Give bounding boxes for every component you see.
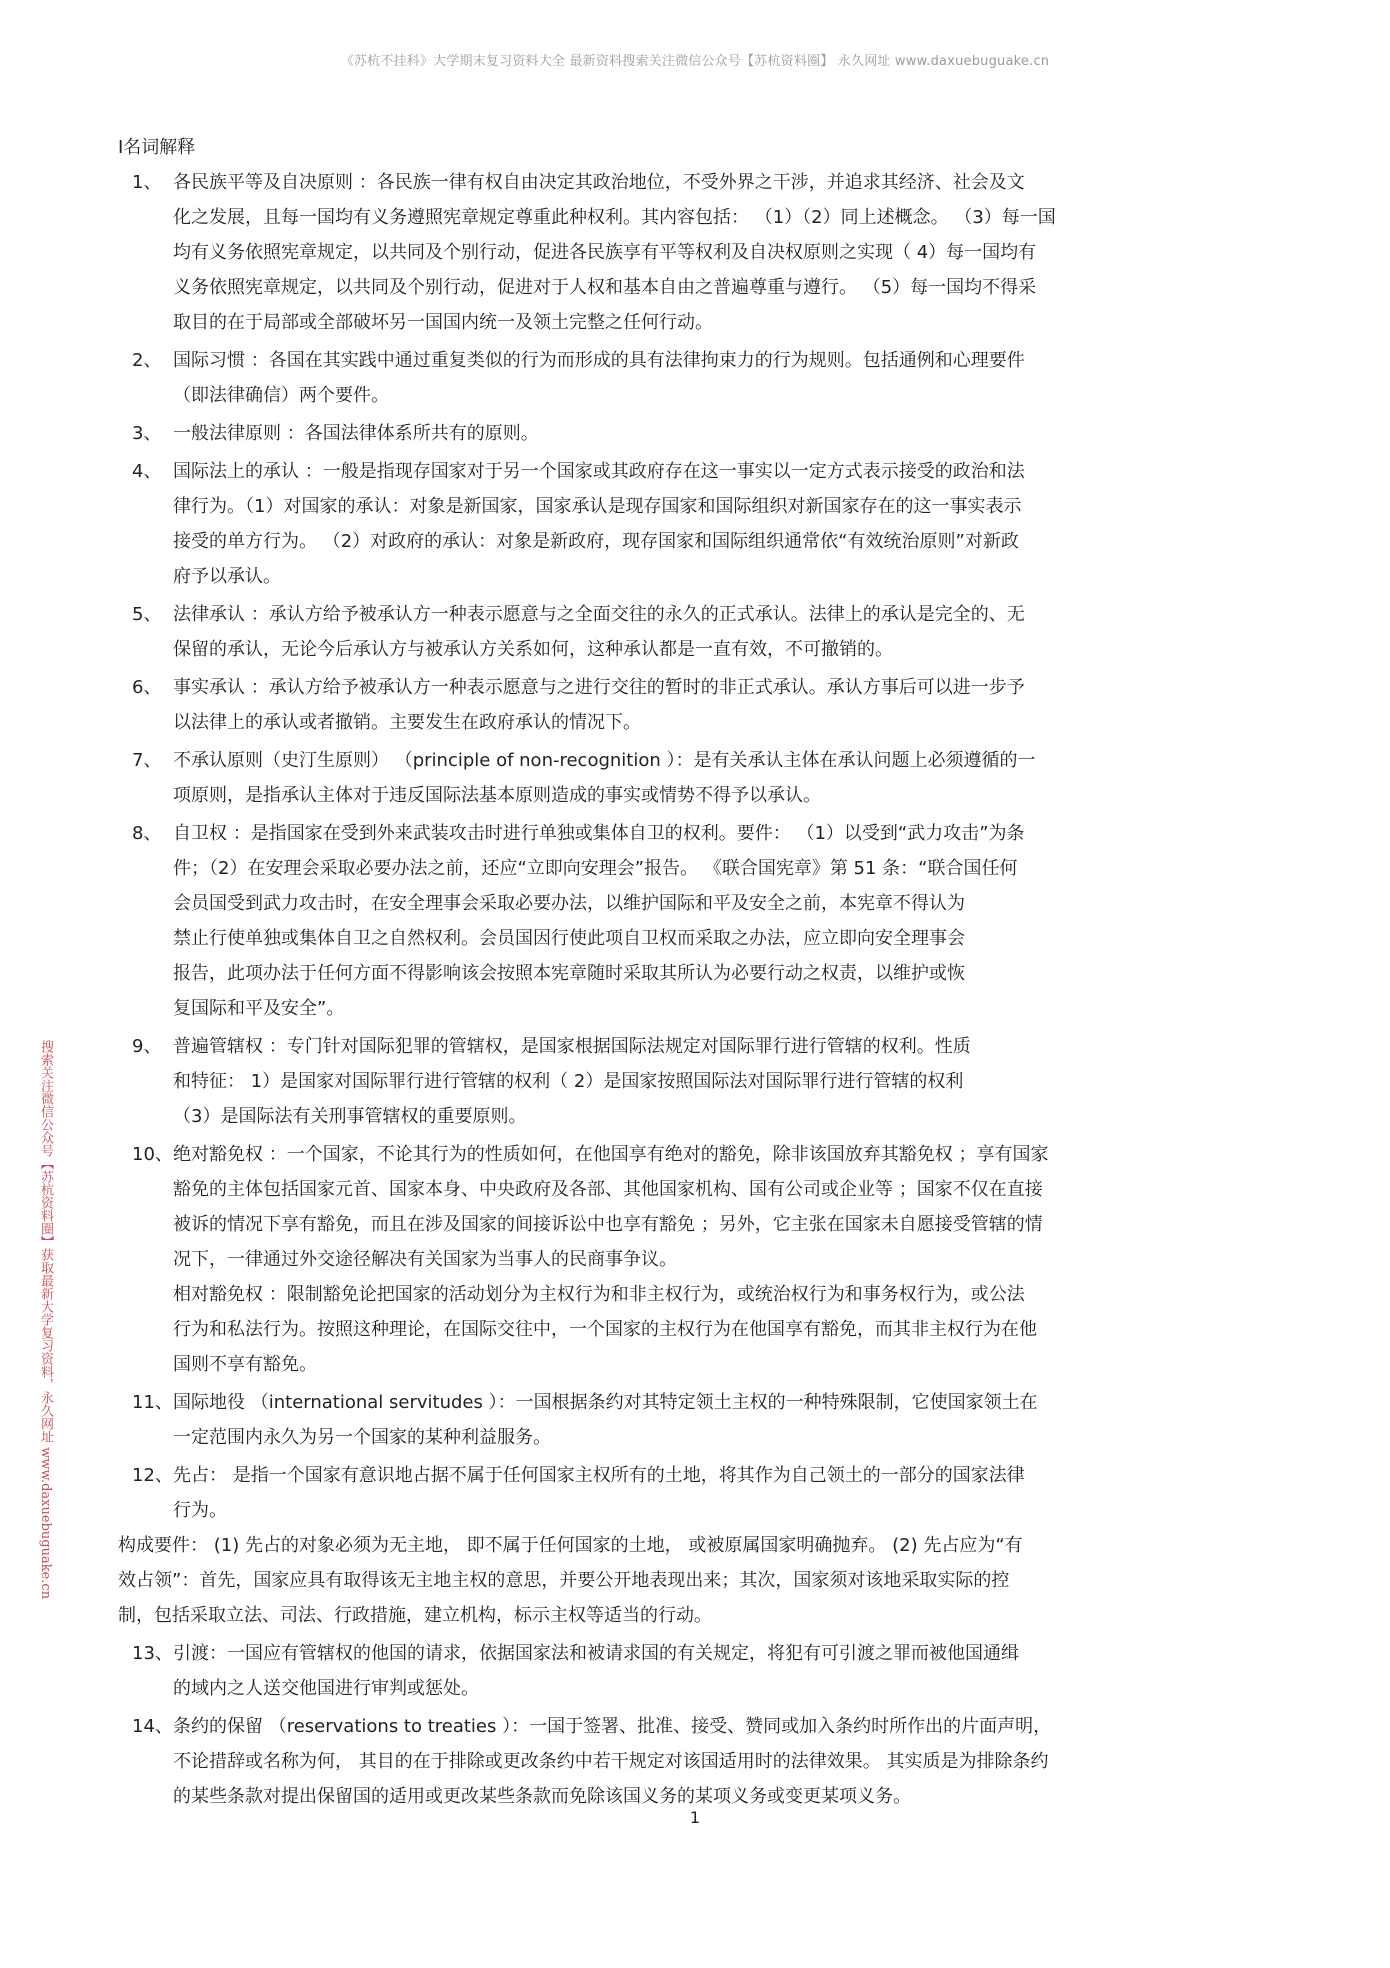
item-text-line: 自卫权 ：是指国家在受到外来武装攻击时进行单独或集体自卫的权利。要件： （1）以受到“武力攻击”为条	[173, 823, 1025, 844]
definition-item	[118, 1385, 1288, 1455]
item-text-line: 以法律上的承认或者撤销。主要发生在政府承认的情况下。	[173, 712, 641, 733]
definition-item	[118, 343, 1288, 413]
item-text-line: （3）是国际法有关刑事管辖权的重要原则。	[173, 1106, 527, 1127]
definition-item	[118, 454, 1288, 594]
item-text-line: 国则不享有豁免。	[173, 1354, 317, 1375]
item-text-line: 均有义务依照宪章规定，以共同及个别行动，促进各民族享有平等权利及自决权原则之实现（ 4）每一国均有	[173, 242, 1037, 263]
item-number: 13、	[132, 1643, 173, 1664]
item-extra-line: 构成要件： (1) 先占的对象必须为无主地， 即不属于任何国家的土地， 或被原属国家明确抛弃。 (2) 先占应为“有	[118, 1535, 1023, 1556]
definition-item	[118, 1458, 1288, 1528]
item-text-line: 行为。	[173, 1500, 227, 1521]
item-number: 8、	[132, 823, 162, 844]
item-number: 14、	[132, 1716, 173, 1737]
item-text-line: 项原则，是指承认主体对于违反国际法基本原则造成的事实或情势不得予以承认。	[173, 785, 821, 806]
section-title: Ⅰ名词解释	[118, 137, 196, 158]
item-text-line: （即法律确信）两个要件。	[173, 385, 389, 406]
definition-list	[118, 165, 1288, 1817]
definition-item	[118, 816, 1288, 1026]
item-text-line: 化之发展，且每一国均有义务遵照宪章规定尊重此种权利。其内容包括： （1）（2）同上述概念。 （3）每一国	[173, 207, 1056, 228]
item-text-line: 的域内之人送交他国进行审判或惩处。	[173, 1678, 479, 1699]
item-text-line: 接受的单方行为。 （2）对政府的承认：对象是新政府，现存国家和国际组织通常依“有效统治原则”对新政	[173, 531, 1019, 552]
item-text-line: 况下，一律通过外交途径解决有关国家为当事人的民商事争议。	[173, 1249, 677, 1270]
item-number: 2、	[132, 350, 162, 371]
item-number: 6、	[132, 677, 162, 698]
definition-item	[118, 1137, 1288, 1382]
item-text-line: 复国际和平及安全”。	[173, 998, 345, 1019]
item-number: 11、	[132, 1392, 173, 1413]
content-body	[118, 130, 1288, 1817]
item-text-line: 不论措辞或名称为何， 其目的在于排除或更改条约中若干规定对该国适用时的法律效果。 其实质是为排除条约	[173, 1751, 1049, 1772]
item-text-line: 法律承认 ：承认方给予被承认方一种表示愿意与之全面交往的永久的正式承认。法律上的承认是完全的、无	[173, 604, 1025, 625]
definition-item	[118, 743, 1288, 813]
page-header: 《苏杭不挂科》大学期末复习资料大全 最新资料搜索关注微信公众号【苏杭资料圈】 永久网址 www.daxuebuguake.cn	[340, 54, 1050, 69]
item-text-line: 取目的在于局部或全部破坏另一国国内统一及领土完整之任何行动。	[173, 312, 713, 333]
item-text-line: 行为和私法行为。按照这种理论，在国际交往中，一个国家的主权行为在他国享有豁免，而其非主权行为在他	[173, 1319, 1037, 1340]
item-text-line: 引渡：一国应有管辖权的他国的请求，依据国家法和被请求国的有关规定，将犯有可引渡之罪而被他国通缉	[173, 1643, 1019, 1664]
definition-item	[118, 597, 1288, 667]
item-text-line: 律行为。（1）对国家的承认：对象是新国家，国家承认是现存国家和国际组织对新国家存在的这一事实表示	[173, 496, 1022, 517]
item-text-line: 国际习惯 ：各国在其实践中通过重复类似的行为而形成的具有法律拘束力的行为规则。包括通例和心理要件	[173, 350, 1025, 371]
item-extra-line: 效占领”：首先，国家应具有取得该无主地主权的意思，并要公开地表现出来；其次，国家须对该地采取实际的控	[118, 1570, 1010, 1591]
item-text-line: 普遍管辖权 ：专门针对国际犯罪的管辖权，是国家根据国际法规定对国际罪行进行管辖的权利。性质	[173, 1036, 971, 1057]
item-text-line: 相对豁免权 ：限制豁免论把国家的活动划分为主权行为和非主权行为，或统治权行为和事务权行为，或公法	[173, 1284, 1025, 1305]
item-number: 3、	[132, 423, 162, 444]
definition-item	[118, 1709, 1288, 1814]
item-text-line: 一定范围内永久为另一个国家的某种利益服务。	[173, 1427, 551, 1448]
item-text-line: 豁免的主体包括国家元首、国家本身、中央政府及各部、其他国家机构、国有公司或企业等 ；国家不仅在直接	[173, 1179, 1043, 1200]
item-text-line: 不承认原则（史汀生原则） （principle of non-recognition ）：是有关承认主体在承认问题上必须遵循的一	[173, 750, 1036, 771]
page-number: 1	[689, 1808, 701, 1827]
item-number: 9、	[132, 1036, 162, 1057]
item-text-line: 禁止行使单独或集体自卫之自然权利。会员国因行使此项自卫权而采取之办法，应立即向安全理事会	[173, 928, 965, 949]
definition-item	[118, 416, 1288, 451]
item-text-line: 各民族平等及自决原则 ：各民族一律有权自由决定其政治地位，不受外界之干涉，并追求其经济、社会及文	[173, 172, 1025, 193]
item-text-line: 的某些条款对提出保留国的适用或更改某些条款而免除该国义务的某项义务或变更某项义务。	[173, 1786, 911, 1807]
item-number: 7、	[132, 750, 162, 771]
item-extra-line: 制，包括采取立法、司法、行政措施，建立机构，标示主权等适当的行动。	[118, 1605, 712, 1626]
item-number: 4、	[132, 461, 162, 482]
item-text-line: 绝对豁免权 ：一个国家，不论其行为的性质如何，在他国享有绝对的豁免，除非该国放弃其豁免权 ；享有国家	[173, 1144, 1049, 1165]
item-text-line: 保留的承认，无论今后承认方与被承认方关系如何，这种承认都是一直有效，不可撤销的。	[173, 639, 893, 660]
item-text-line: 一般法律原则 ：各国法律体系所共有的原则。	[173, 423, 539, 444]
side-watermark-text: 搜索关注微信公众号【苏杭资料圈】获取最新大学复习资料，永久网址 www.daxuebuguake.cn	[38, 1040, 53, 1600]
item-text-line: 报告，此项办法于任何方面不得影响该会按照本宪章随时采取其所认为必要行动之权责，以维护或恢	[173, 963, 965, 984]
item-text-line: 和特征： 1）是国家对国际罪行进行管辖的权利（ 2）是国家按照国际法对国际罪行进行管辖的权利	[173, 1071, 964, 1092]
definition-item	[118, 1029, 1288, 1134]
item-text-line: 会员国受到武力攻击时，在安全理事会采取必要办法，以维护国际和平及安全之前，本宪章不得认为	[173, 893, 965, 914]
item-number: 5、	[132, 604, 162, 625]
item-text-line: 条约的保留 （reservations to treaties ）：一国于签署、批准、接受、赞同或加入条约时所作出的片面声明，	[173, 1716, 1052, 1737]
item-text-line: 事实承认 ：承认方给予被承认方一种表示愿意与之进行交往的暂时的非正式承认。承认方事后可以进一步予	[173, 677, 1025, 698]
item-text-line: 国际地役 （international servitudes ）：一国根据条约对其特定领土主权的一种特殊限制，它使国家领土在	[173, 1392, 1038, 1413]
item-text-line: 义务依照宪章规定，以共同及个别行动，促进对于人权和基本自由之普遍尊重与遵行。 （5）每一国均不得采	[173, 277, 1037, 298]
item-number: 10、	[132, 1144, 173, 1165]
item-text-line: 被诉的情况下享有豁免，而且在涉及国家的间接诉讼中也享有豁免 ；另外，它主张在国家未自愿接受管辖的情	[173, 1214, 1043, 1235]
definition-item	[118, 1636, 1288, 1706]
item-text-line: 府予以承认。	[173, 566, 281, 587]
item-number: 12、	[132, 1465, 173, 1486]
item-text-line: 国际法上的承认 ：一般是指现存国家对于另一个国家或其政府存在这一事实以一定方式表示接受的政治和法	[173, 461, 1025, 482]
definition-item	[118, 670, 1288, 740]
item-number: 1、	[132, 172, 162, 193]
item-text-line: 先占： 是指一个国家有意识地占据不属于任何国家主权所有的土地，将其作为自己领土的一部分的国家法律	[173, 1465, 1025, 1486]
definition-item	[118, 165, 1288, 340]
item-text-line: 件；（2）在安理会采取必要办法之前，还应“立即向安理会”报告。 《联合国宪章》第 51 条：“联合国任何	[173, 858, 1018, 879]
